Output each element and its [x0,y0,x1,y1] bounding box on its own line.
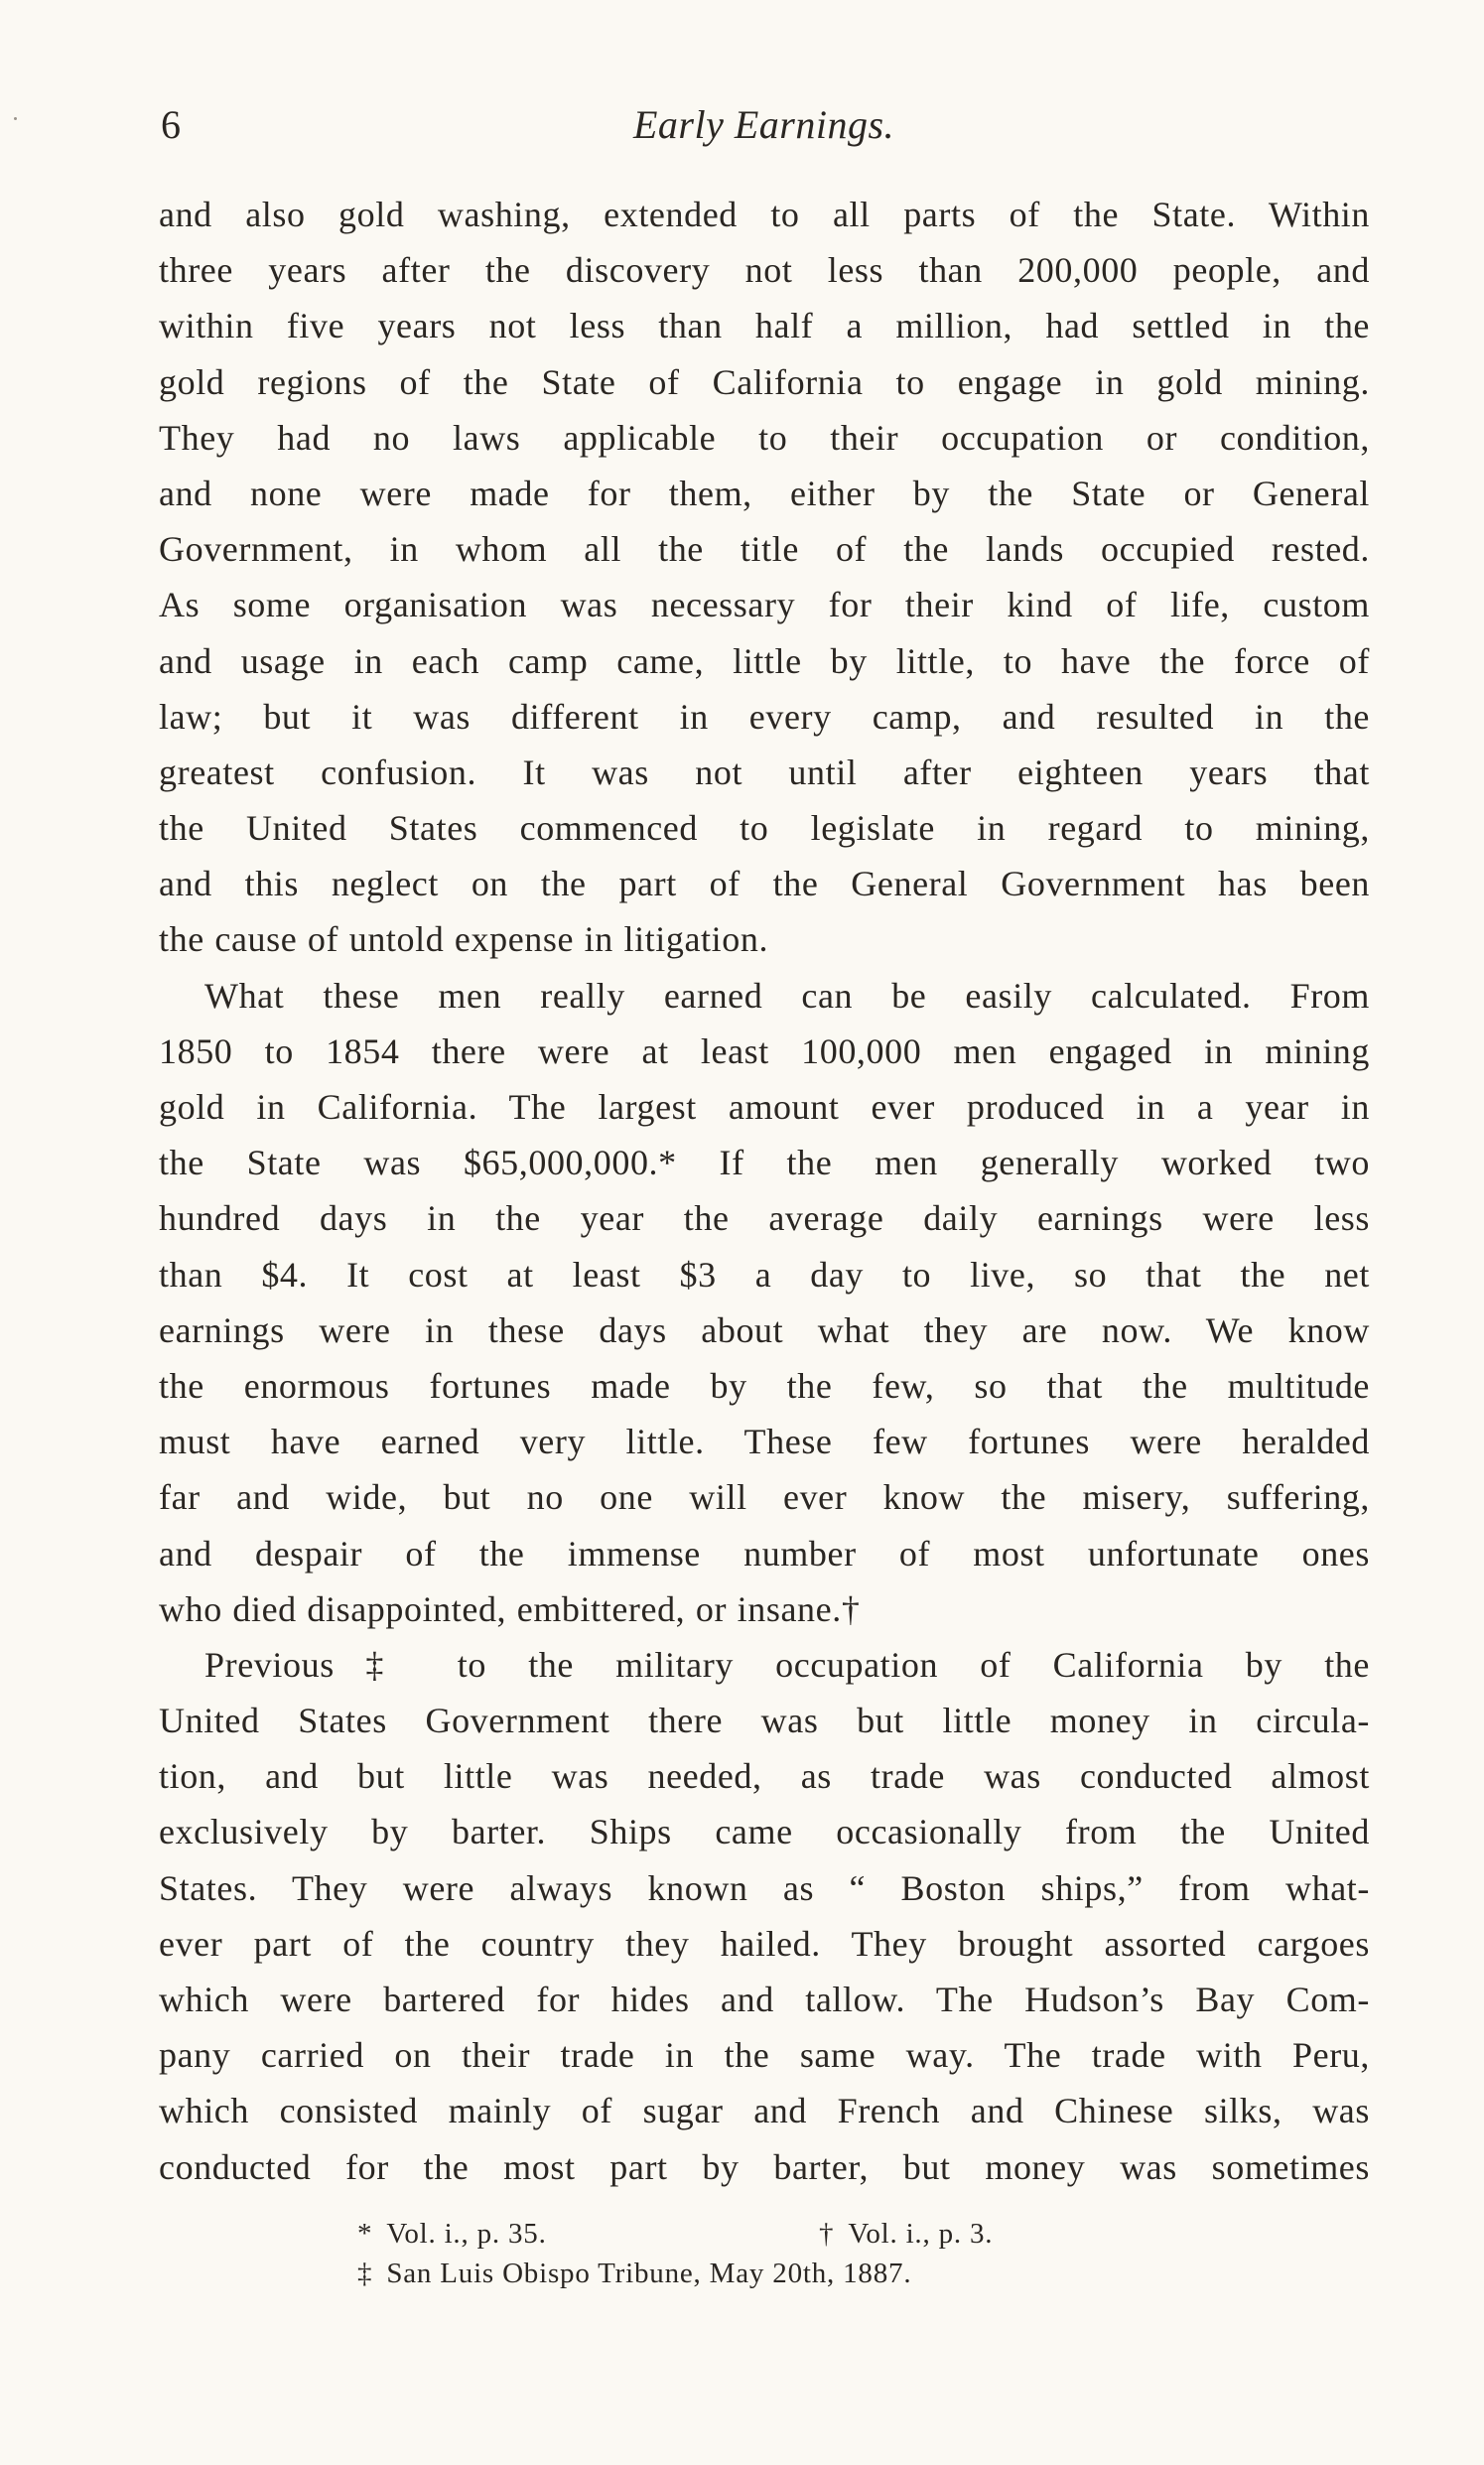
text-line: the State was $65,000,000.* If the men generally worked two [159,1143,1370,1183]
text-line: and despair of the immense number of most unfortunate ones [159,1533,1370,1574]
text-line: They had no laws applicable to their occupation or condition, [159,417,1370,458]
footnote-2-text: Vol. i., p. 3. [848,2218,994,2250]
text-line: and none were made for them, either by the State or General [159,473,1370,513]
text-line: greatest confusion. It was not until after eighteen years that [159,752,1370,792]
paragraph-end-line: who died disappointed, embittered, or insane.† [159,1588,861,1629]
text-line: three years after the discovery not less than 200,000 people, and [159,250,1370,291]
footnote-1-text: Vol. i., p. 35. [386,2218,547,2250]
text-line: within five years not less than half a million, had settled in the [159,306,1370,346]
running-title: Early Earnings. [632,102,895,147]
text-line: exclusively by barter. Ships came occasionally from the United [159,1812,1370,1852]
text-line: the United States commenced to legislate in regard to mining, [159,808,1370,849]
text-line: tion, and but little was needed, as trade was conducted almost [159,1756,1370,1797]
text-line: and also gold washing, extended to all parts of the State. Within [159,195,1370,234]
text-line: pany carried on their trade in the same way. The trade with Peru, [159,2035,1370,2076]
footnote-2 [819,2214,993,2254]
paragraph-start-line: What these men really earned can be easily calculated. From [204,975,1370,1016]
text-line: which were bartered for hides and tallow. The Hudson’s Bay Com- [159,1980,1370,2019]
text-line: which consisted mainly of sugar and French and Chinese silks, was [159,2091,1370,2131]
text-line: States. They were always known as “ Boston ships,” from what- [159,1867,1370,1908]
text-line: and usage in each camp came, little by little, to have the force of [159,640,1370,681]
footnote-row [357,2254,1151,2293]
text-line: Government, in whom all the title of the lands occupied rested. [159,529,1370,570]
text-line: earnings were in these days about what they are now. We know [159,1309,1370,1350]
text-line: As some organisation was necessary for their kind of life, custom [159,585,1370,625]
footnote-3 [357,2254,911,2293]
text-line: gold regions of the State of California to engage in gold mining. [159,361,1370,402]
footnote-3-mark: ‡ [357,2258,373,2289]
text-line: far and wide, but no one will ever know the misery, suffering, [159,1477,1370,1518]
text-line: than $4. It cost at least $3 a day to live, so that the net [159,1254,1370,1295]
text-line: conducted for the most part by barter, but money was sometimes [159,2146,1370,2187]
footnote-row [357,2214,1151,2254]
text-line: United States Government there was but little money in circula- [159,1701,1370,1741]
text-line: law; but it was different in every camp, and resulted in the [159,696,1370,737]
text-line: the enormous fortunes made by the few, so that the multitude [159,1365,1370,1406]
text-line: ever part of the country they hailed. They brought assorted cargoes [159,1923,1370,1964]
page-number: 6 [161,102,181,147]
paragraph-start-line: Previous‡ to the military occupation of California by the [204,1644,1370,1685]
footnote-1-mark: * [357,2218,373,2250]
body-text [159,187,1370,2195]
text-line: gold in California. The largest amount ever produced in a year in [159,1087,1370,1127]
text-line: hundred days in the year the average daily earnings were less [159,1198,1370,1239]
margin-speck [14,117,17,120]
text-line: 1850 to 1854 there were at least 100,000 men engaged in mining [159,1030,1370,1071]
footnote-3-text: San Luis Obispo Tribune, May 20th, 1887. [386,2258,912,2289]
footnotes [357,2214,1151,2293]
footnote-2-mark: † [819,2218,835,2250]
page-header [161,95,1367,155]
footnote-1 [357,2214,547,2254]
text-line: must have earned very little. These few fortunes were heralded [159,1422,1370,1462]
paragraph-end-line: the cause of untold expense in litigation. [159,919,769,960]
text-line: and this neglect on the part of the General Government has been [159,864,1370,904]
